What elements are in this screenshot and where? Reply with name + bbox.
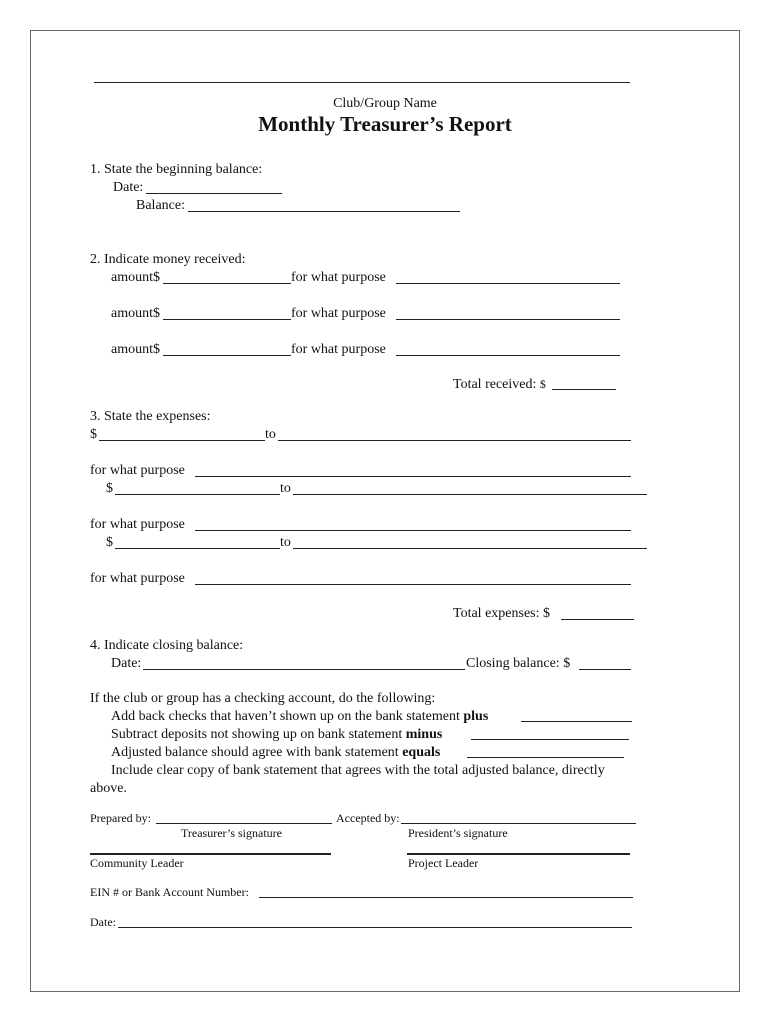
closing-balance-field[interactable]	[579, 669, 631, 670]
received-amount-field-2[interactable]	[163, 319, 291, 320]
expense-purpose-field-3[interactable]	[195, 584, 631, 585]
expense-payee-field-3[interactable]	[293, 548, 647, 549]
president-signature-caption: President’s signature	[408, 826, 508, 840]
community-leader-signature-line[interactable]	[90, 853, 331, 855]
total-expenses-field[interactable]	[561, 619, 634, 620]
expense-purpose-field-2[interactable]	[195, 530, 631, 531]
closing-balance-label: Closing balance: $	[466, 656, 571, 671]
checking-plus-keyword: plus	[463, 709, 489, 724]
section1-balance-label: Balance:	[136, 198, 185, 213]
expense-to-label-2: to	[280, 481, 291, 496]
final-date-label: Date:	[90, 915, 116, 929]
project-leader-signature-line[interactable]	[407, 853, 630, 855]
section1-date-label: Date:	[113, 180, 144, 195]
received-purpose-field-2[interactable]	[396, 319, 620, 320]
received-purpose-field-3[interactable]	[396, 355, 620, 356]
section1-heading: 1. State the beginning balance:	[90, 162, 263, 177]
treasurer-signature-caption: Treasurer’s signature	[181, 826, 282, 840]
expense-currency-2: $	[106, 481, 113, 496]
checking-line-include: Include clear copy of bank statement that agrees with the total adjusted balance, directly	[111, 763, 605, 778]
checking-line-plus-text: Add back checks that haven’t shown up on the bank statement	[111, 709, 460, 724]
received-amount-field-3[interactable]	[163, 355, 291, 356]
ein-field[interactable]	[259, 897, 633, 898]
adjusted-balance-field[interactable]	[467, 757, 624, 758]
expense-purpose-field-1[interactable]	[195, 476, 631, 477]
checking-line-equals-text: Adjusted balance should agree with bank statement	[111, 745, 399, 760]
section3-heading: 3. State the expenses:	[90, 409, 211, 424]
section2-heading: 2. Indicate money received:	[90, 252, 246, 267]
deposits-subtracted-field[interactable]	[471, 739, 629, 740]
section4-date-field[interactable]	[143, 669, 465, 670]
received-purpose-label-3: for what purpose	[291, 342, 386, 357]
accepted-by-field[interactable]	[401, 823, 636, 824]
section4-date-label: Date:	[111, 656, 142, 671]
received-purpose-label-2: for what purpose	[291, 306, 386, 321]
received-amount-field-1[interactable]	[163, 283, 291, 284]
received-amount-label-1: amount$	[111, 270, 160, 285]
received-amount-label-3: amount$	[111, 342, 160, 357]
received-purpose-field-1[interactable]	[396, 283, 620, 284]
expense-amount-field-1[interactable]	[99, 440, 265, 441]
expense-currency-1: $	[90, 427, 97, 442]
total-expenses-label: Total expenses: $	[453, 606, 550, 621]
total-received-text: Total received:	[453, 377, 537, 392]
page-title: Monthly Treasurer’s Report	[258, 112, 512, 136]
received-purpose-label-1: for what purpose	[291, 270, 386, 285]
total-received-currency: $	[539, 377, 546, 391]
section1-balance-field[interactable]	[188, 211, 460, 212]
section4-heading: 4. Indicate closing balance:	[90, 638, 244, 653]
club-group-name-label: Club/Group Name	[333, 96, 437, 111]
expense-payee-field-1[interactable]	[278, 440, 631, 441]
checking-line-minus	[111, 726, 442, 743]
total-received-label	[453, 376, 546, 393]
expense-amount-field-2[interactable]	[115, 494, 280, 495]
checking-line-equals	[111, 744, 440, 761]
received-amount-label-2: amount$	[111, 306, 160, 321]
prepared-by-label: Prepared by:	[90, 811, 151, 825]
checking-line-plus	[111, 708, 488, 725]
checking-minus-keyword: minus	[405, 727, 443, 742]
expense-to-label-3: to	[280, 535, 291, 550]
checking-line-minus-text: Subtract deposits not showing up on bank statement	[111, 727, 403, 742]
project-leader-caption: Project Leader	[408, 856, 479, 870]
expense-payee-field-2[interactable]	[293, 494, 647, 495]
total-received-field[interactable]	[552, 389, 616, 390]
expense-purpose-label-2: for what purpose	[90, 517, 185, 532]
final-date-field[interactable]	[118, 927, 632, 928]
checks-added-field[interactable]	[521, 721, 632, 722]
club-name-line[interactable]	[94, 82, 630, 83]
checking-line-include-cont: above.	[90, 781, 127, 796]
expense-purpose-label-1: for what purpose	[90, 463, 185, 478]
checking-equals-keyword: equals	[402, 745, 441, 760]
expense-currency-3: $	[106, 535, 113, 550]
ein-label: EIN # or Bank Account Number:	[90, 885, 249, 899]
accepted-by-label: Accepted by:	[336, 811, 400, 825]
expense-amount-field-3[interactable]	[115, 548, 280, 549]
prepared-by-field[interactable]	[156, 823, 332, 824]
expense-purpose-label-3: for what purpose	[90, 571, 185, 586]
expense-to-label-1: to	[265, 427, 276, 442]
checking-intro: If the club or group has a checking account, do the following:	[90, 691, 436, 706]
section1-date-field[interactable]	[146, 193, 282, 194]
community-leader-caption: Community Leader	[90, 856, 184, 870]
